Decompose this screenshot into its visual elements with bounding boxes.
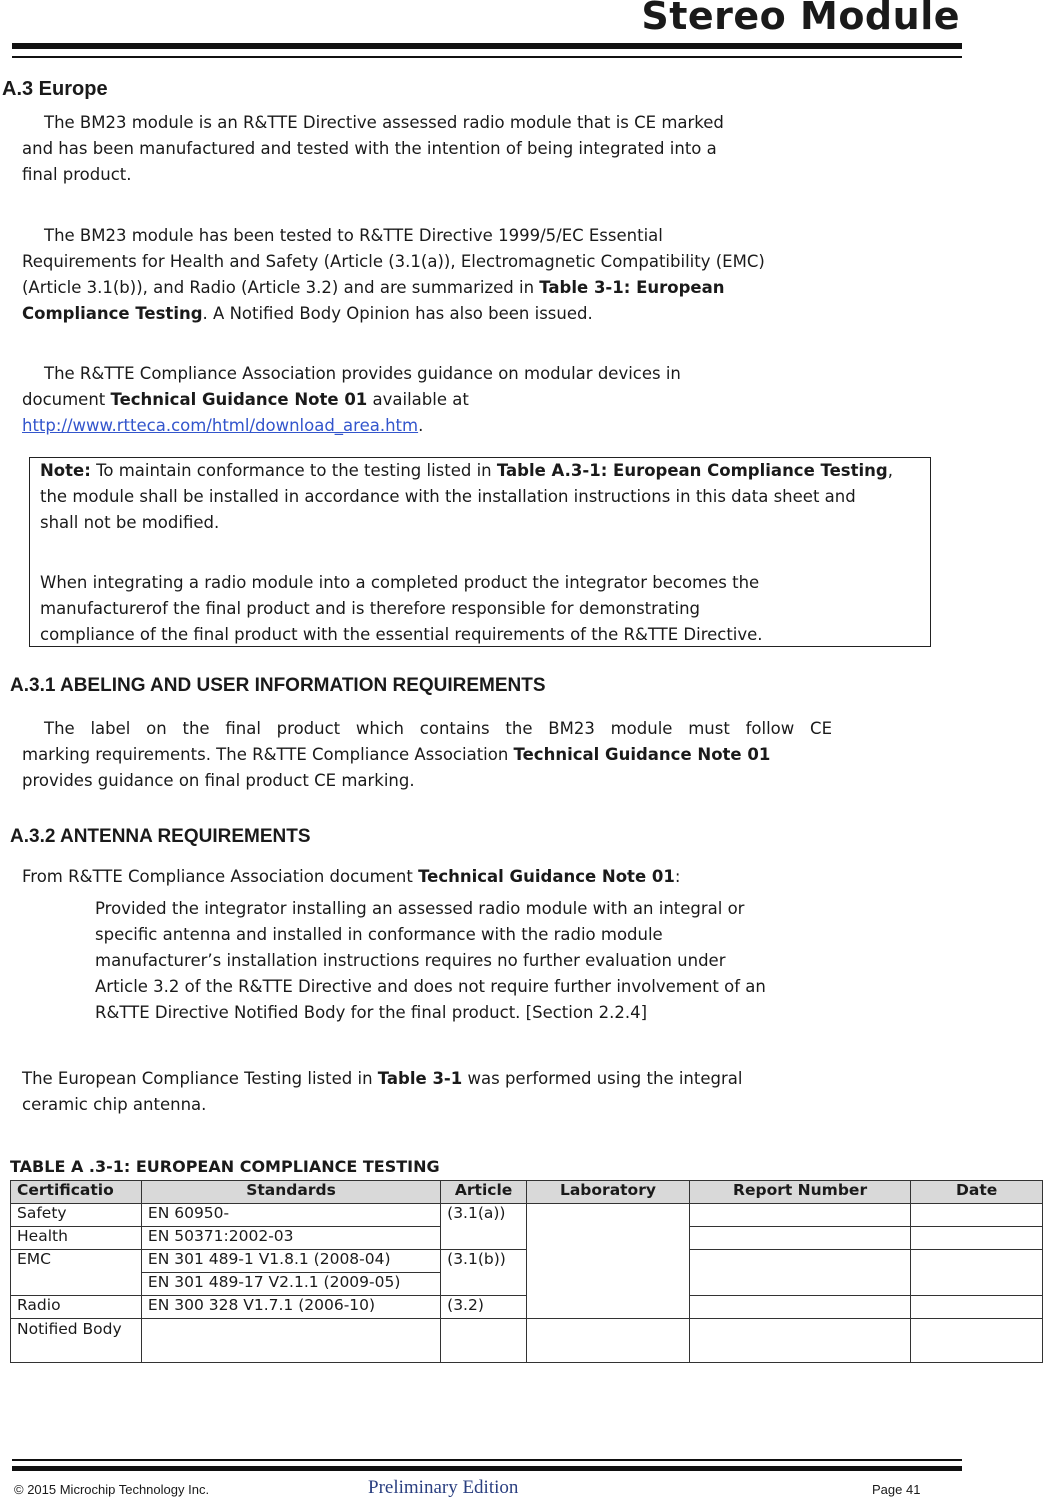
cell-certification: Radio: [11, 1296, 142, 1319]
footer-edition: Preliminary Edition: [368, 1477, 519, 1498]
cell-standard: [141, 1319, 440, 1363]
table-reference: Table A.3-1: European Compliance Testing: [496, 461, 888, 480]
cell-certification: Notified Body: [11, 1319, 142, 1363]
cell-date: [911, 1204, 1043, 1227]
cell-standard: EN 301 489-17 V2.1.1 (2009-05): [141, 1273, 440, 1296]
quote-line: Article 3.2 of the R&TTE Directive and does not require further involvement of an: [95, 977, 766, 996]
section-heading-a32: A.3.2 ANTENNA REQUIREMENTS: [10, 826, 311, 847]
paragraph-a31: [22, 716, 832, 794]
guidance-note-reference: Technical Guidance Note 01: [418, 867, 675, 886]
cell-article: (3.2): [441, 1296, 527, 1319]
cell-date: [911, 1250, 1043, 1296]
section-heading-a3: A.3 Europe: [2, 78, 108, 100]
header-rule-thick: [12, 43, 962, 49]
table-reference: Table 3-1: [377, 1069, 463, 1088]
note-line: ,: [887, 461, 893, 480]
cell-report-number: [689, 1204, 910, 1227]
a3-p1-line: final product.: [22, 165, 132, 184]
header-rule-thin: [12, 56, 962, 58]
a3-p2-line: Requirements for Health and Safety (Article (3.1(a)), Electromagnetic Compatibility (EMC): [22, 252, 765, 271]
a3-p1-line: The BM23 module is an R&TTE Directive assessed radio module that is CE marked: [44, 113, 724, 132]
note-line: When integrating a radio module into a completed product the integrator becomes the: [40, 573, 760, 592]
cell-report-number: [689, 1250, 910, 1296]
footer-page-number: Page 41: [872, 1482, 921, 1497]
table-row: [11, 1296, 1043, 1319]
a32-intro: [22, 864, 842, 890]
note-line: compliance of the final product with the essential requirements of the R&TTE Directive.: [40, 625, 763, 644]
cell-standard: EN 50371:2002-03: [141, 1227, 440, 1250]
note-label: Note:: [40, 461, 91, 480]
cell-date: [911, 1319, 1043, 1363]
guidance-note-reference: Technical Guidance Note 01: [513, 745, 771, 764]
column-header: Date: [911, 1181, 1043, 1204]
table-row: [11, 1250, 1043, 1273]
footer-copyright: © 2015 Microchip Technology Inc.: [14, 1482, 210, 1497]
quote-line: manufacturer’s installation instructions requires no further evaluation under: [95, 951, 726, 970]
a32-intro-text: :: [674, 867, 681, 886]
a32-line: ceramic chip antenna.: [22, 1095, 207, 1114]
note-line: shall not be modified.: [40, 513, 220, 532]
paragraph-a3-intro: [22, 110, 842, 188]
paragraph-a32-antenna: [22, 1066, 842, 1118]
cell-certification: Safety: [11, 1204, 142, 1227]
a32-line: was performed using the integral: [462, 1069, 743, 1088]
footer-rule-thin: [12, 1459, 962, 1461]
footer-rule-thick: [12, 1466, 962, 1471]
table-caption: TABLE A .3-1: EUROPEAN COMPLIANCE TESTING: [10, 1157, 440, 1176]
quote-line: R&TTE Directive Notified Body for the final product. [Section 2.2.4]: [95, 1003, 648, 1022]
a3-p3-line: .: [418, 416, 424, 435]
table-reference: Table 3-1: European: [539, 278, 725, 297]
cell-standard: EN 300 328 V1.7.1 (2006-10): [141, 1296, 440, 1319]
a3-p3-line: document: [22, 390, 111, 409]
column-header: Certificatio: [11, 1181, 142, 1204]
table-row: [11, 1204, 1043, 1227]
cell-laboratory: [527, 1204, 690, 1319]
cell-date: [911, 1296, 1043, 1319]
guidance-note-reference: Technical Guidance Note 01: [110, 390, 368, 409]
cell-report-number: [689, 1296, 910, 1319]
page-title: Stereo Module: [641, 0, 960, 38]
a32-quote: [95, 896, 835, 1026]
a3-p3-line: The R&TTE Compliance Association provides guidance on modular devices in: [44, 364, 681, 383]
compliance-table: [10, 1180, 1043, 1363]
quote-line: Provided the integrator installing an assessed radio module with an integral or: [95, 899, 745, 918]
a3-p2-line: . A Notified Body Opinion has also been issued.: [202, 304, 593, 323]
quote-line: specific antenna and installed in conformance with the radio module: [95, 925, 663, 944]
note-line: the module shall be installed in accordance with the installation instructions in this data sheet and: [40, 487, 856, 506]
column-header: Article: [441, 1181, 527, 1204]
cell-report-number: [689, 1319, 910, 1363]
column-header: Laboratory: [527, 1181, 690, 1204]
a31-line: marking requirements. The R&TTE Compliance Association: [22, 745, 514, 764]
a32-line: The European Compliance Testing listed in: [22, 1069, 378, 1088]
column-header: Standards: [141, 1181, 440, 1204]
a31-line: provides guidance on final product CE marking.: [22, 771, 415, 790]
a3-p3-line: available at: [367, 390, 469, 409]
a31-line: The label on the final product which contains the BM23 module must follow CE: [44, 719, 832, 738]
cell-certification: Health: [11, 1227, 142, 1250]
section-heading-a31: A.3.1 ABELING AND USER INFORMATION REQUIREMENTS: [10, 675, 546, 696]
cell-report-number: [689, 1227, 910, 1250]
note-line: manufacturerof the final product and is therefore responsible for demonstrating: [40, 599, 701, 618]
note-box: [29, 457, 931, 647]
cell-article: (3.1(b)): [441, 1250, 527, 1296]
paragraph-a3-guidance: [22, 361, 862, 439]
column-header: Report Number: [689, 1181, 910, 1204]
cell-date: [911, 1227, 1043, 1250]
rtteca-download-link[interactable]: http://www.rtteca.com/html/download_area.htm: [22, 416, 419, 435]
cell-laboratory: [527, 1319, 690, 1363]
cell-certification: EMC: [11, 1250, 142, 1296]
paragraph-a3-tested: [22, 223, 862, 327]
a32-intro-text: From R&TTE Compliance Association document: [22, 867, 419, 886]
cell-article: (3.1(a)): [441, 1204, 527, 1250]
a3-p1-line: and has been manufactured and tested with the intention of being integrated into a: [22, 139, 717, 158]
table-row: [11, 1319, 1043, 1363]
a3-p2-line: (Article 3.1(b)), and Radio (Article 3.2) and are summarized in: [22, 278, 540, 297]
cell-standard: EN 60950-: [141, 1204, 440, 1227]
cell-standard: EN 301 489-1 V1.8.1 (2008-04): [141, 1250, 440, 1273]
note-line: To maintain conformance to the testing listed in: [90, 461, 497, 480]
a3-p2-line: The BM23 module has been tested to R&TTE Directive 1999/5/EC Essential: [44, 226, 663, 245]
table-header-row: [11, 1181, 1043, 1204]
table-reference: Compliance Testing: [22, 304, 203, 323]
cell-article: [441, 1319, 527, 1363]
